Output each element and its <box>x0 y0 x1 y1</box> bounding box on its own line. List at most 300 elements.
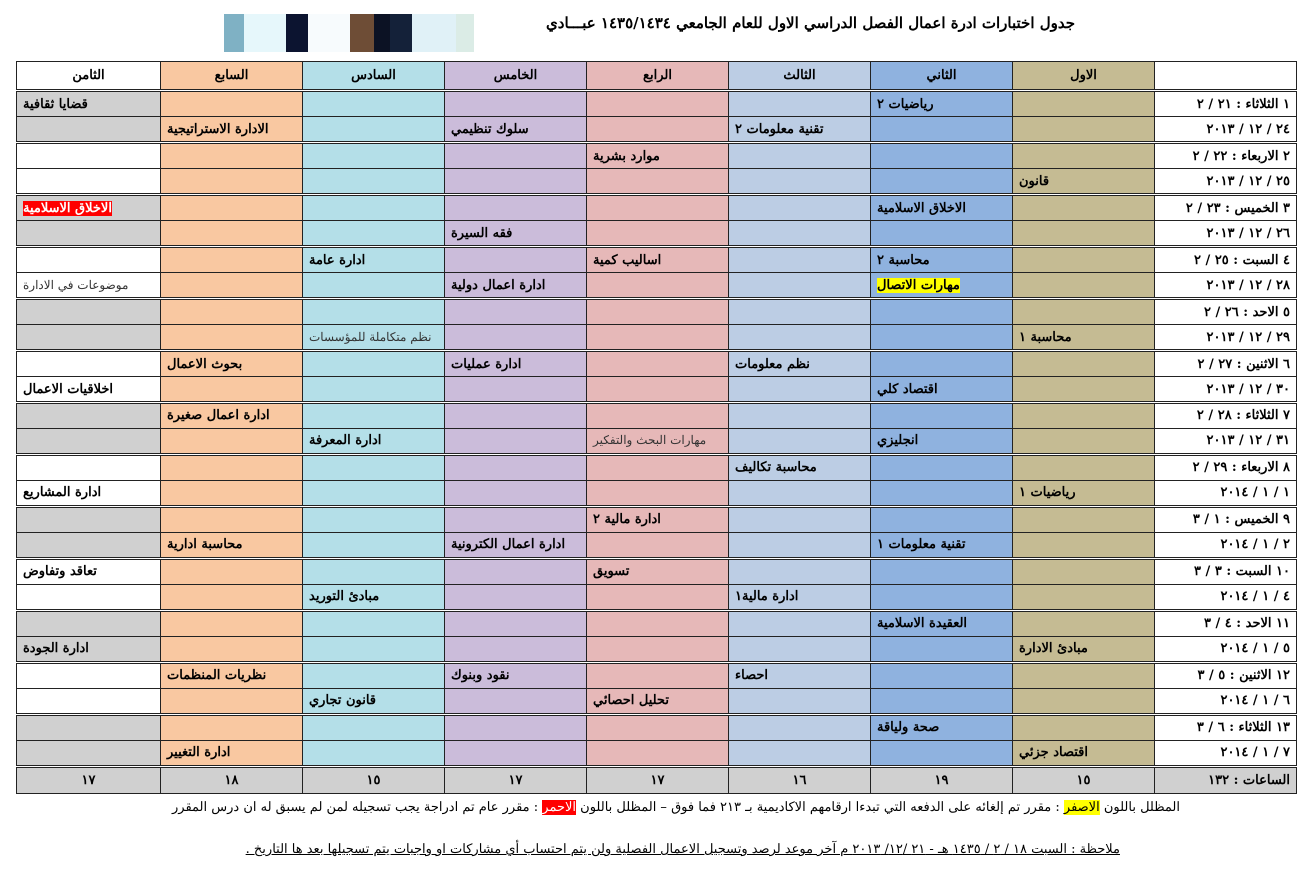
course-cell <box>445 91 587 117</box>
course-cell <box>445 273 587 299</box>
course-cell <box>303 558 445 584</box>
hours-total: ١٧ <box>17 766 161 793</box>
course-cell <box>17 636 161 662</box>
course-cell <box>161 740 303 766</box>
course-cell <box>17 714 161 740</box>
course-cell <box>729 273 871 299</box>
course-name: رياضيات ٢ <box>877 96 934 112</box>
course-cell <box>17 532 161 558</box>
schedule-row <box>17 402 1297 428</box>
course-cell <box>161 532 303 558</box>
course-cell <box>871 143 1013 169</box>
course-cell <box>445 169 587 195</box>
hours-total: ١٥ <box>303 766 445 793</box>
course-cell <box>871 688 1013 714</box>
course-cell <box>1013 532 1155 558</box>
course-cell <box>161 299 303 325</box>
course-cell <box>161 610 303 636</box>
exam-schedule-table <box>16 61 1297 794</box>
hours-total: ١٨ <box>161 766 303 793</box>
course-cell <box>1013 402 1155 428</box>
course-name: موارد بشرية <box>593 148 660 164</box>
schedule-row <box>17 428 1297 454</box>
course-cell <box>303 584 445 610</box>
course-cell <box>587 662 729 688</box>
course-cell <box>17 402 161 428</box>
course-cell <box>303 402 445 428</box>
course-cell <box>729 143 871 169</box>
course-name: صحة ولياقة <box>877 720 940 736</box>
course-cell <box>17 558 161 584</box>
course-cell <box>587 480 729 506</box>
course-cell <box>1013 584 1155 610</box>
column-header: الرابع <box>587 62 729 91</box>
course-cell <box>587 714 729 740</box>
hours-total-label: الساعات : ١٣٢ <box>1155 766 1297 793</box>
course-cell <box>445 299 587 325</box>
course-cell <box>729 610 871 636</box>
legend-yellow: الاصفر <box>1063 800 1100 815</box>
course-cell <box>161 247 303 273</box>
course-name: تحليل احصائي <box>593 693 669 709</box>
schedule-row <box>17 662 1297 688</box>
course-cell <box>587 299 729 325</box>
course-cell <box>729 299 871 325</box>
course-cell <box>587 402 729 428</box>
course-cell <box>729 117 871 143</box>
course-cell <box>729 247 871 273</box>
column-header: السادس <box>303 62 445 91</box>
day-date: ١٣ الثلاثاء : ٦ / ٣ <box>1155 714 1297 740</box>
course-name: احصاء <box>735 668 768 684</box>
course-cell <box>303 117 445 143</box>
course-cell <box>303 143 445 169</box>
schedule-row <box>17 195 1297 221</box>
course-name: ادارة عمليات <box>451 356 522 372</box>
course-cell <box>871 714 1013 740</box>
course-name: ادارة اعمال صغيرة <box>167 408 270 424</box>
course-cell <box>161 325 303 351</box>
course-name: محاسبة ادارية <box>167 537 243 553</box>
course-cell <box>445 584 587 610</box>
color-swatch-strip <box>224 14 494 52</box>
course-cell <box>871 299 1013 325</box>
course-cell <box>303 610 445 636</box>
course-cell <box>161 454 303 480</box>
legend-text-3: : مقرر عام تم ادراجة يجب تسجيله لمن لم يسبق له ان درس المقرر <box>172 800 543 815</box>
course-name: اقتصاد كلي <box>877 381 938 397</box>
color-swatch <box>308 14 350 52</box>
color-swatch <box>412 14 456 52</box>
column-header: الاول <box>1013 62 1155 91</box>
course-cell <box>445 636 587 662</box>
course-cell <box>871 273 1013 299</box>
course-cell <box>17 610 161 636</box>
course-name: اساليب كمية <box>593 252 662 268</box>
course-name: نظريات المنظمات <box>167 668 267 684</box>
course-cell <box>871 558 1013 584</box>
course-cell <box>871 584 1013 610</box>
schedule-row <box>17 532 1297 558</box>
course-name: قانون تجاري <box>309 693 377 709</box>
color-swatch <box>456 14 474 52</box>
day-date: ١١ الاحد : ٤ / ٣ <box>1155 610 1297 636</box>
course-name: محاسبة ١ <box>1019 329 1072 345</box>
course-name: ادارة مالية١ <box>735 589 799 605</box>
course-cell <box>445 325 587 351</box>
day-date: ٦ / ١ / ٢٠١٤ <box>1155 688 1297 714</box>
day-date: ٢٩ / ١٢ / ٢٠١٣ <box>1155 325 1297 351</box>
course-cell <box>729 325 871 351</box>
day-date: ٣٠ / ١٢ / ٢٠١٣ <box>1155 377 1297 403</box>
course-cell <box>445 351 587 377</box>
course-cell <box>161 273 303 299</box>
course-cell <box>1013 247 1155 273</box>
course-cell <box>587 247 729 273</box>
schedule-row <box>17 143 1297 169</box>
course-name: العقيدة الاسلامية <box>877 616 968 632</box>
schedule-row <box>17 273 1297 299</box>
course-cell <box>1013 480 1155 506</box>
course-cell <box>587 117 729 143</box>
day-date: ٧ / ١ / ٢٠١٤ <box>1155 740 1297 766</box>
course-name: ادارة المعرفة <box>309 433 382 449</box>
course-name: الادارة الاستراتيجية <box>167 121 269 137</box>
schedule-row <box>17 299 1297 325</box>
hours-total: ١٧ <box>445 766 587 793</box>
color-swatch <box>350 14 374 52</box>
day-date: ٧ الثلاثاء : ٢٨ / ٢ <box>1155 402 1297 428</box>
course-cell <box>587 506 729 532</box>
course-cell <box>1013 740 1155 766</box>
color-swatch <box>390 14 412 52</box>
course-cell <box>17 169 161 195</box>
course-name: محاسبة ٢ <box>877 252 930 268</box>
schedule-row <box>17 454 1297 480</box>
course-cell <box>871 636 1013 662</box>
course-name: سلوك تنظيمي <box>451 121 529 137</box>
course-cell <box>303 91 445 117</box>
hours-total: ١٥ <box>1013 766 1155 793</box>
course-name: نظم معلومات <box>735 356 810 372</box>
day-date: ٩ الخميس : ١ / ٣ <box>1155 506 1297 532</box>
course-cell <box>445 143 587 169</box>
schedule-row <box>17 117 1297 143</box>
course-name: تقنية معلومات ١ <box>877 537 966 553</box>
course-name: ادارة التغيير <box>167 745 231 761</box>
course-cell <box>445 402 587 428</box>
schedule-row <box>17 740 1297 766</box>
course-cell <box>729 428 871 454</box>
course-cell <box>161 506 303 532</box>
course-cell <box>587 377 729 403</box>
course-name: تعاقد وتفاوض <box>23 564 97 580</box>
schedule-row <box>17 584 1297 610</box>
course-cell <box>1013 377 1155 403</box>
course-cell <box>445 714 587 740</box>
course-cell <box>303 273 445 299</box>
legend-text-1: المظلل باللون <box>1099 800 1180 815</box>
course-cell <box>445 506 587 532</box>
course-cell <box>587 351 729 377</box>
course-cell <box>871 662 1013 688</box>
course-cell <box>303 740 445 766</box>
course-cell <box>445 221 587 247</box>
course-name: تقنية معلومات ٢ <box>735 121 824 137</box>
course-cell <box>729 221 871 247</box>
day-date: ٥ الاحد : ٢٦ / ٢ <box>1155 299 1297 325</box>
course-cell <box>871 377 1013 403</box>
course-cell <box>303 195 445 221</box>
course-cell <box>303 377 445 403</box>
course-cell <box>17 195 161 221</box>
course-cell <box>729 480 871 506</box>
course-cell <box>303 506 445 532</box>
course-cell <box>729 636 871 662</box>
page-title: جدول اختبارات ادرة اعمال الفصل الدراسي الاول للعام الجامعي ١٤٣٥/١٤٣٤ عبـــادي <box>546 14 1075 32</box>
course-cell <box>445 480 587 506</box>
course-cell <box>729 558 871 584</box>
course-cell <box>871 532 1013 558</box>
schedule-row <box>17 610 1297 636</box>
day-date: ٦ الاثنين : ٢٧ / ٢ <box>1155 351 1297 377</box>
course-name: مبادئ الادارة <box>1019 641 1088 657</box>
course-cell <box>303 325 445 351</box>
course-cell <box>303 351 445 377</box>
course-name: نقود وبنوك <box>451 668 510 684</box>
course-cell <box>161 377 303 403</box>
course-name: بحوث الاعمال <box>167 356 243 372</box>
course-cell <box>587 532 729 558</box>
day-date: ١٢ الاثنين : ٥ / ٣ <box>1155 662 1297 688</box>
course-cell <box>303 454 445 480</box>
course-cell <box>161 221 303 247</box>
day-date: ٢٤ / ١٢ / ٢٠١٣ <box>1155 117 1297 143</box>
schedule-row <box>17 714 1297 740</box>
course-name: ادارة مالية ٢ <box>593 512 661 528</box>
course-cell <box>445 662 587 688</box>
course-cell <box>161 480 303 506</box>
day-date: ١ / ١ / ٢٠١٤ <box>1155 480 1297 506</box>
course-cell <box>445 117 587 143</box>
course-name: مهارات البحث والتفكير <box>593 433 707 448</box>
course-cell <box>871 402 1013 428</box>
course-cell <box>729 714 871 740</box>
course-name: ادارة الجودة <box>23 641 89 657</box>
course-cell <box>1013 714 1155 740</box>
course-cell <box>445 247 587 273</box>
course-name: محاسبة تكاليف <box>735 460 817 476</box>
course-cell <box>161 91 303 117</box>
course-cell <box>17 117 161 143</box>
schedule-row <box>17 247 1297 273</box>
course-cell <box>729 662 871 688</box>
hours-total: ١٦ <box>729 766 871 793</box>
course-name: ادارة المشاريع <box>23 485 102 501</box>
course-cell <box>729 91 871 117</box>
course-cell <box>1013 662 1155 688</box>
course-cell <box>871 91 1013 117</box>
course-cell <box>729 506 871 532</box>
course-name: قانون <box>1019 173 1050 189</box>
course-name: قضايا ثقافية <box>23 96 88 112</box>
hours-total: ١٩ <box>871 766 1013 793</box>
course-cell <box>871 610 1013 636</box>
color-swatch <box>244 14 286 52</box>
course-cell <box>445 558 587 584</box>
course-cell <box>17 247 161 273</box>
course-cell <box>17 688 161 714</box>
course-cell <box>1013 506 1155 532</box>
totals-row <box>17 766 1297 793</box>
day-date: ١ الثلاثاء : ٢١ / ٢ <box>1155 91 1297 117</box>
course-cell <box>729 377 871 403</box>
course-cell <box>161 169 303 195</box>
course-cell <box>17 480 161 506</box>
course-cell <box>1013 610 1155 636</box>
course-cell <box>161 558 303 584</box>
day-date: ٥ / ١ / ٢٠١٤ <box>1155 636 1297 662</box>
course-cell <box>587 610 729 636</box>
course-cell <box>871 221 1013 247</box>
course-cell <box>445 610 587 636</box>
schedule-row <box>17 351 1297 377</box>
column-header: الثاني <box>871 62 1013 91</box>
course-cell <box>17 428 161 454</box>
course-cell <box>729 169 871 195</box>
course-cell <box>1013 428 1155 454</box>
course-name: تسويق <box>593 564 630 580</box>
course-cell <box>303 169 445 195</box>
day-date: ٢٦ / ١٢ / ٢٠١٣ <box>1155 221 1297 247</box>
course-cell <box>1013 91 1155 117</box>
header-row <box>17 62 1297 91</box>
course-cell <box>729 454 871 480</box>
course-cell <box>587 558 729 584</box>
course-cell <box>17 377 161 403</box>
column-header: الثالث <box>729 62 871 91</box>
legend-red: الاحمر <box>542 800 577 815</box>
course-name: اخلاقيات الاعمال <box>23 381 113 397</box>
course-name: ادارة عامة <box>309 252 366 268</box>
course-cell <box>17 299 161 325</box>
course-cell <box>161 636 303 662</box>
course-cell <box>1013 169 1155 195</box>
course-name: رياضيات ١ <box>1019 485 1076 501</box>
day-date: ٢٨ / ١٢ / ٢٠١٣ <box>1155 273 1297 299</box>
course-cell <box>587 688 729 714</box>
course-cell <box>445 688 587 714</box>
course-cell <box>871 325 1013 351</box>
course-cell <box>445 454 587 480</box>
course-cell <box>587 143 729 169</box>
course-cell <box>1013 325 1155 351</box>
course-cell <box>587 584 729 610</box>
schedule-row <box>17 636 1297 662</box>
course-cell <box>729 688 871 714</box>
course-cell <box>17 740 161 766</box>
day-date: ٤ / ١ / ٢٠١٤ <box>1155 584 1297 610</box>
header-corner <box>1155 62 1297 91</box>
course-cell <box>445 377 587 403</box>
course-cell <box>1013 221 1155 247</box>
day-date: ٣١ / ١٢ / ٢٠١٣ <box>1155 428 1297 454</box>
course-cell <box>729 402 871 428</box>
schedule-row <box>17 169 1297 195</box>
day-date: ١٠ السبت : ٣ / ٣ <box>1155 558 1297 584</box>
column-header: الثامن <box>17 62 161 91</box>
course-cell <box>587 221 729 247</box>
course-cell <box>445 740 587 766</box>
color-swatch <box>224 14 244 52</box>
course-cell <box>161 714 303 740</box>
course-cell <box>17 221 161 247</box>
course-cell <box>161 584 303 610</box>
schedule-row <box>17 221 1297 247</box>
course-cell <box>303 428 445 454</box>
course-cell <box>303 662 445 688</box>
color-swatch <box>286 14 308 52</box>
course-cell <box>871 117 1013 143</box>
course-cell <box>587 195 729 221</box>
course-name: ادارة اعمال الكترونية <box>451 537 566 553</box>
course-cell <box>303 532 445 558</box>
schedule-row <box>17 558 1297 584</box>
course-cell <box>1013 299 1155 325</box>
course-cell <box>17 584 161 610</box>
course-cell <box>871 351 1013 377</box>
course-cell <box>161 428 303 454</box>
day-date: ٢ الاربعاء : ٢٢ / ٢ <box>1155 143 1297 169</box>
course-name: اقتصاد جزئي <box>1019 745 1088 761</box>
schedule-row <box>17 480 1297 506</box>
color-swatch <box>374 14 390 52</box>
course-cell <box>161 351 303 377</box>
course-cell <box>17 351 161 377</box>
course-cell <box>871 454 1013 480</box>
course-cell <box>303 636 445 662</box>
schedule-row <box>17 506 1297 532</box>
course-name: نظم متكاملة للمؤسسات <box>309 329 432 344</box>
course-cell <box>1013 273 1155 299</box>
course-name: فقه السيرة <box>451 225 513 241</box>
course-cell <box>17 454 161 480</box>
course-cell <box>161 143 303 169</box>
course-cell <box>871 247 1013 273</box>
course-cell <box>1013 636 1155 662</box>
course-cell <box>17 143 161 169</box>
course-cell <box>1013 195 1155 221</box>
course-cell <box>161 195 303 221</box>
course-cell <box>445 195 587 221</box>
course-cell <box>445 428 587 454</box>
day-date: ٣ الخميس : ٢٣ / ٢ <box>1155 195 1297 221</box>
course-cell <box>587 740 729 766</box>
course-cell <box>871 428 1013 454</box>
day-date: ٤ السبت : ٢٥ / ٢ <box>1155 247 1297 273</box>
course-cell <box>303 299 445 325</box>
course-cell <box>729 584 871 610</box>
course-cell <box>871 740 1013 766</box>
course-cell <box>17 662 161 688</box>
day-date: ٨ الاربعاء : ٢٩ / ٢ <box>1155 454 1297 480</box>
course-name: مبادئ التوريد <box>309 589 380 605</box>
legend-note <box>100 800 1180 815</box>
course-cell <box>871 506 1013 532</box>
schedule-row <box>17 91 1297 117</box>
course-name: ادارة اعمال دولية <box>451 277 546 293</box>
course-cell <box>871 195 1013 221</box>
